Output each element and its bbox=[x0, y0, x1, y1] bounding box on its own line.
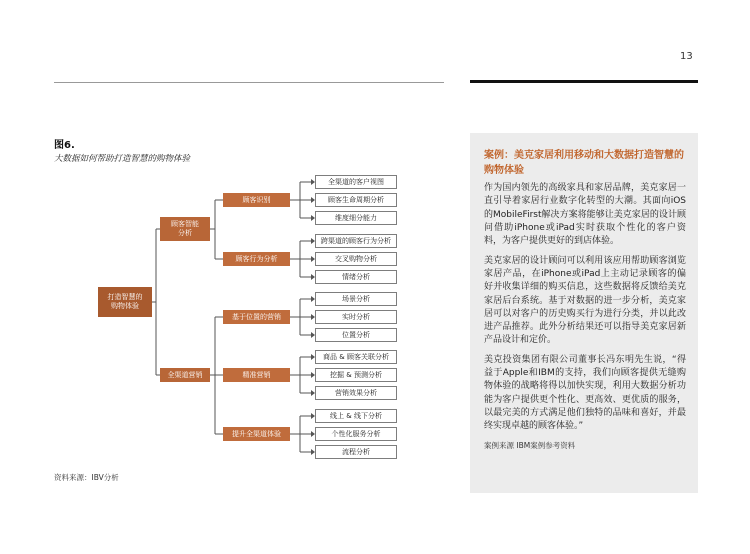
leaf-node: 维度细分能力 bbox=[315, 211, 397, 225]
group-omnichannel-experience: 提升全渠道体验 bbox=[223, 427, 290, 441]
leaf-node: 流程分析 bbox=[315, 445, 397, 459]
leaf-node: 跨渠道的顾客行为分析 bbox=[315, 234, 397, 248]
case-study-source: 案例来源 IBM案例参考资料 bbox=[484, 440, 576, 450]
case-study-box bbox=[470, 133, 698, 493]
branch-customer-analytics: 顾客智能 分析 bbox=[160, 217, 210, 241]
group-customer-behavior: 顾客行为分析 bbox=[223, 252, 290, 266]
leaf-node: 挖掘 & 预测分析 bbox=[315, 368, 397, 382]
header-rule-right bbox=[470, 80, 698, 83]
figure-source: 资料来源：IBV分析 bbox=[54, 473, 119, 482]
leaf-node: 场景分析 bbox=[315, 292, 397, 306]
page-number: 13 bbox=[680, 51, 693, 62]
tree-root: 打造智慧的 购物体验 bbox=[98, 287, 152, 317]
group-location-marketing: 基于位置的营销 bbox=[223, 310, 290, 324]
leaf-node: 全渠道的客户视图 bbox=[315, 175, 397, 189]
leaf-node: 个性化服务分析 bbox=[315, 427, 397, 441]
header-rule-left bbox=[54, 82, 444, 83]
group-customer-identification: 顾客识别 bbox=[223, 193, 290, 207]
leaf-node: 顾客生命周期分析 bbox=[315, 193, 397, 207]
leaf-node: 线上 & 线下分析 bbox=[315, 409, 397, 423]
leaf-node: 商品 & 顾客关联分析 bbox=[315, 350, 397, 364]
leaf-node: 位置分析 bbox=[315, 328, 397, 342]
leaf-node: 交叉购物分析 bbox=[315, 252, 397, 266]
case-study-paragraph: 作为国内领先的高级家具和家居品牌，美克家居一直引导着家居行业数字化转型的大潮。其面向iOS的MobileFirst解决方案将能够让美克家居的设计顾问借助iPhone或iPad实时获取个性化的客户资料，为客户提供更好的到店体验。 bbox=[484, 183, 686, 247]
case-study-paragraph: 美克投资集团有限公司董事长冯东明先生说，“得益于Apple和IBM的支持，我们向顾客提供无缝购物体验的战略将得以加快实现，利用大数据分析功能为客户提供更个性化、更高效、更优质的服务，以最完美的方式满足他们独特的品味和喜好，并最终实现卓越的顾客体验。” bbox=[484, 354, 686, 432]
figure-label: 图6. bbox=[54, 140, 75, 151]
branch-omnichannel-marketing: 全渠道营销 bbox=[160, 368, 210, 382]
leaf-node: 实时分析 bbox=[315, 310, 397, 324]
leaf-node: 营销效果分析 bbox=[315, 386, 397, 400]
figure-title: 大数据如何帮助打造智慧的购物体验 bbox=[54, 154, 191, 164]
leaf-node: 情绪分析 bbox=[315, 270, 397, 284]
group-precision-marketing: 精准营销 bbox=[223, 368, 290, 382]
case-study-title: 案例：美克家居利用移动和大数据打造智慧的购物体验 bbox=[484, 150, 684, 176]
case-study-paragraph: 美克家居的设计顾问可以利用该应用帮助顾客浏览家居产品，在iPhone或iPad上主动记录顾客的偏好并收集详细的购买信息，这些数据将反馈给美克家居后台系统。基于对数据的进一步分析，美克家居可以对客户的历史购买行为进行分类，并以此改进产品推荐。此外分析结果还可以指导美克家居新产品设计和定价。 bbox=[484, 255, 686, 346]
